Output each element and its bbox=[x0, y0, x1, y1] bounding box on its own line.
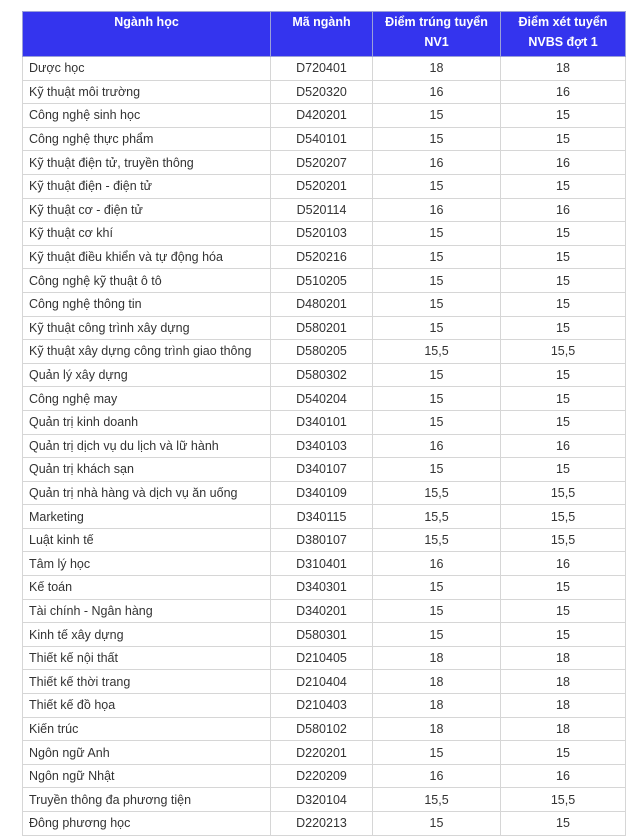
major-cell: Ngôn ngữ Anh bbox=[23, 741, 271, 765]
code-cell: D220201 bbox=[271, 741, 373, 765]
major-cell: Luật kinh tế bbox=[23, 528, 271, 552]
table-row bbox=[23, 434, 626, 458]
nv1-score-cell: 15 bbox=[373, 387, 501, 411]
nv1-score-cell: 15 bbox=[373, 127, 501, 151]
table-row bbox=[23, 694, 626, 718]
nvbs-score-cell: 15 bbox=[501, 127, 626, 151]
nv1-score-cell: 15 bbox=[373, 623, 501, 647]
admission-scores-table bbox=[22, 11, 626, 836]
major-cell: Công nghệ thực phẩm bbox=[23, 127, 271, 151]
nvbs-score-cell: 16 bbox=[501, 552, 626, 576]
major-cell: Truyền thông đa phương tiện bbox=[23, 788, 271, 812]
table-row bbox=[23, 717, 626, 741]
code-cell: D510205 bbox=[271, 269, 373, 293]
table-row bbox=[23, 623, 626, 647]
nv1-score-cell: 16 bbox=[373, 552, 501, 576]
header-nvbs-line2: NVBS đợt 1 bbox=[528, 35, 598, 49]
nv1-score-cell: 15 bbox=[373, 316, 501, 340]
nv1-score-cell: 15 bbox=[373, 410, 501, 434]
header-nvbs-line1: Điểm xét tuyển bbox=[518, 15, 608, 29]
code-cell: D580302 bbox=[271, 363, 373, 387]
major-cell: Thiết kế nội thất bbox=[23, 646, 271, 670]
nvbs-score-cell: 16 bbox=[501, 434, 626, 458]
nvbs-score-cell: 18 bbox=[501, 57, 626, 81]
major-cell: Kỹ thuật điện tử, truyền thông bbox=[23, 151, 271, 175]
nvbs-score-cell: 15 bbox=[501, 599, 626, 623]
major-cell: Công nghệ may bbox=[23, 387, 271, 411]
code-cell: D580301 bbox=[271, 623, 373, 647]
table-row bbox=[23, 127, 626, 151]
code-cell: D520320 bbox=[271, 80, 373, 104]
major-cell: Quản trị dịch vụ du lịch và lữ hành bbox=[23, 434, 271, 458]
header-nvbs-score bbox=[501, 12, 626, 57]
nvbs-score-cell: 15 bbox=[501, 104, 626, 128]
nv1-score-cell: 15 bbox=[373, 269, 501, 293]
major-cell: Quản trị kinh doanh bbox=[23, 410, 271, 434]
nvbs-score-cell: 16 bbox=[501, 151, 626, 175]
nv1-score-cell: 18 bbox=[373, 717, 501, 741]
nv1-score-cell: 16 bbox=[373, 151, 501, 175]
header-code bbox=[271, 12, 373, 57]
table-row bbox=[23, 316, 626, 340]
nvbs-score-cell: 15 bbox=[501, 623, 626, 647]
nv1-score-cell: 15,5 bbox=[373, 481, 501, 505]
nvbs-score-cell: 15 bbox=[501, 269, 626, 293]
code-cell: D380107 bbox=[271, 528, 373, 552]
nv1-score-cell: 16 bbox=[373, 80, 501, 104]
major-cell: Thiết kế đồ họa bbox=[23, 694, 271, 718]
major-cell: Tài chính - Ngân hàng bbox=[23, 599, 271, 623]
nvbs-score-cell: 15 bbox=[501, 576, 626, 600]
table-row bbox=[23, 80, 626, 104]
code-cell: D340115 bbox=[271, 505, 373, 529]
major-cell: Kế toán bbox=[23, 576, 271, 600]
table-row bbox=[23, 340, 626, 364]
table-row bbox=[23, 57, 626, 81]
nvbs-score-cell: 15 bbox=[501, 292, 626, 316]
major-cell: Kỹ thuật công trình xây dựng bbox=[23, 316, 271, 340]
nv1-score-cell: 15,5 bbox=[373, 528, 501, 552]
major-cell: Tâm lý học bbox=[23, 552, 271, 576]
nvbs-score-cell: 18 bbox=[501, 670, 626, 694]
major-cell: Đông phương học bbox=[23, 812, 271, 836]
nvbs-score-cell: 15,5 bbox=[501, 340, 626, 364]
table-row bbox=[23, 198, 626, 222]
header-nv1-line2: NV1 bbox=[424, 35, 449, 49]
code-cell: D340101 bbox=[271, 410, 373, 434]
nv1-score-cell: 15 bbox=[373, 812, 501, 836]
table-row bbox=[23, 788, 626, 812]
code-cell: D580102 bbox=[271, 717, 373, 741]
admission-scores-table-container bbox=[22, 11, 625, 836]
nvbs-score-cell: 15 bbox=[501, 245, 626, 269]
major-cell: Dược học bbox=[23, 57, 271, 81]
nv1-score-cell: 15,5 bbox=[373, 788, 501, 812]
nv1-score-cell: 15 bbox=[373, 292, 501, 316]
code-cell: D420201 bbox=[271, 104, 373, 128]
code-cell: D320104 bbox=[271, 788, 373, 812]
nv1-score-cell: 15 bbox=[373, 741, 501, 765]
code-cell: D210403 bbox=[271, 694, 373, 718]
code-cell: D540204 bbox=[271, 387, 373, 411]
code-cell: D580201 bbox=[271, 316, 373, 340]
header-major bbox=[23, 12, 271, 57]
table-row bbox=[23, 646, 626, 670]
nvbs-score-cell: 15 bbox=[501, 387, 626, 411]
nvbs-score-cell: 18 bbox=[501, 646, 626, 670]
table-row bbox=[23, 151, 626, 175]
nvbs-score-cell: 16 bbox=[501, 80, 626, 104]
major-cell: Quản trị nhà hàng và dịch vụ ăn uống bbox=[23, 481, 271, 505]
nvbs-score-cell: 15,5 bbox=[501, 788, 626, 812]
nv1-score-cell: 15 bbox=[373, 222, 501, 246]
major-cell: Ngôn ngữ Nhật bbox=[23, 764, 271, 788]
table-row bbox=[23, 292, 626, 316]
major-cell: Kỹ thuật cơ khí bbox=[23, 222, 271, 246]
nvbs-score-cell: 18 bbox=[501, 717, 626, 741]
nvbs-score-cell: 15,5 bbox=[501, 528, 626, 552]
header-major-label: Ngành học bbox=[114, 15, 179, 29]
table-row bbox=[23, 670, 626, 694]
nv1-score-cell: 15,5 bbox=[373, 505, 501, 529]
nv1-score-cell: 15 bbox=[373, 599, 501, 623]
table-row bbox=[23, 387, 626, 411]
major-cell: Công nghệ kỹ thuật ô tô bbox=[23, 269, 271, 293]
code-cell: D220213 bbox=[271, 812, 373, 836]
major-cell: Kỹ thuật cơ - điện tử bbox=[23, 198, 271, 222]
code-cell: D520207 bbox=[271, 151, 373, 175]
table-row bbox=[23, 576, 626, 600]
code-cell: D210404 bbox=[271, 670, 373, 694]
table-row bbox=[23, 104, 626, 128]
nv1-score-cell: 18 bbox=[373, 646, 501, 670]
major-cell: Kỹ thuật môi trường bbox=[23, 80, 271, 104]
table-header bbox=[23, 12, 626, 57]
major-cell: Kỹ thuật xây dựng công trình giao thông bbox=[23, 340, 271, 364]
code-cell: D720401 bbox=[271, 57, 373, 81]
nv1-score-cell: 15 bbox=[373, 245, 501, 269]
major-cell: Quản lý xây dựng bbox=[23, 363, 271, 387]
nvbs-score-cell: 16 bbox=[501, 764, 626, 788]
nv1-score-cell: 15,5 bbox=[373, 340, 501, 364]
nv1-score-cell: 18 bbox=[373, 670, 501, 694]
nv1-score-cell: 15 bbox=[373, 576, 501, 600]
nvbs-score-cell: 15 bbox=[501, 363, 626, 387]
code-cell: D520103 bbox=[271, 222, 373, 246]
header-nv1-score bbox=[373, 12, 501, 57]
code-cell: D210405 bbox=[271, 646, 373, 670]
nv1-score-cell: 16 bbox=[373, 198, 501, 222]
table-row bbox=[23, 269, 626, 293]
table-row bbox=[23, 222, 626, 246]
header-row bbox=[23, 12, 626, 57]
major-cell: Marketing bbox=[23, 505, 271, 529]
nvbs-score-cell: 18 bbox=[501, 694, 626, 718]
table-row bbox=[23, 812, 626, 836]
nvbs-score-cell: 15 bbox=[501, 410, 626, 434]
header-nv1-line1: Điểm trúng tuyển bbox=[385, 15, 488, 29]
table-row bbox=[23, 410, 626, 434]
code-cell: D520216 bbox=[271, 245, 373, 269]
major-cell: Kiến trúc bbox=[23, 717, 271, 741]
nv1-score-cell: 16 bbox=[373, 764, 501, 788]
nvbs-score-cell: 15 bbox=[501, 812, 626, 836]
nvbs-score-cell: 15 bbox=[501, 741, 626, 765]
table-row bbox=[23, 481, 626, 505]
table-row bbox=[23, 528, 626, 552]
code-cell: D520201 bbox=[271, 174, 373, 198]
major-cell: Công nghệ thông tin bbox=[23, 292, 271, 316]
major-cell: Công nghệ sinh học bbox=[23, 104, 271, 128]
code-cell: D340301 bbox=[271, 576, 373, 600]
code-cell: D540101 bbox=[271, 127, 373, 151]
code-cell: D340109 bbox=[271, 481, 373, 505]
nv1-score-cell: 15 bbox=[373, 363, 501, 387]
major-cell: Thiết kế thời trang bbox=[23, 670, 271, 694]
table-row bbox=[23, 363, 626, 387]
table-row bbox=[23, 174, 626, 198]
table-row bbox=[23, 552, 626, 576]
code-cell: D520114 bbox=[271, 198, 373, 222]
table-row bbox=[23, 764, 626, 788]
table-row bbox=[23, 245, 626, 269]
table-row bbox=[23, 599, 626, 623]
code-cell: D310401 bbox=[271, 552, 373, 576]
table-row bbox=[23, 458, 626, 482]
nvbs-score-cell: 15 bbox=[501, 316, 626, 340]
nvbs-score-cell: 15,5 bbox=[501, 505, 626, 529]
code-cell: D340201 bbox=[271, 599, 373, 623]
code-cell: D480201 bbox=[271, 292, 373, 316]
code-cell: D340103 bbox=[271, 434, 373, 458]
nv1-score-cell: 15 bbox=[373, 104, 501, 128]
major-cell: Kỹ thuật điều khiển và tự động hóa bbox=[23, 245, 271, 269]
table-body bbox=[23, 57, 626, 836]
code-cell: D580205 bbox=[271, 340, 373, 364]
code-cell: D220209 bbox=[271, 764, 373, 788]
table-row bbox=[23, 741, 626, 765]
major-cell: Quản trị khách sạn bbox=[23, 458, 271, 482]
nvbs-score-cell: 16 bbox=[501, 198, 626, 222]
nvbs-score-cell: 15 bbox=[501, 174, 626, 198]
nvbs-score-cell: 15,5 bbox=[501, 481, 626, 505]
major-cell: Kỹ thuật điện - điện tử bbox=[23, 174, 271, 198]
header-code-label: Mã ngành bbox=[292, 15, 351, 29]
nv1-score-cell: 15 bbox=[373, 174, 501, 198]
code-cell: D340107 bbox=[271, 458, 373, 482]
nv1-score-cell: 18 bbox=[373, 57, 501, 81]
nv1-score-cell: 18 bbox=[373, 694, 501, 718]
table-row bbox=[23, 505, 626, 529]
nvbs-score-cell: 15 bbox=[501, 222, 626, 246]
major-cell: Kinh tế xây dựng bbox=[23, 623, 271, 647]
nv1-score-cell: 16 bbox=[373, 434, 501, 458]
nv1-score-cell: 15 bbox=[373, 458, 501, 482]
nvbs-score-cell: 15 bbox=[501, 458, 626, 482]
